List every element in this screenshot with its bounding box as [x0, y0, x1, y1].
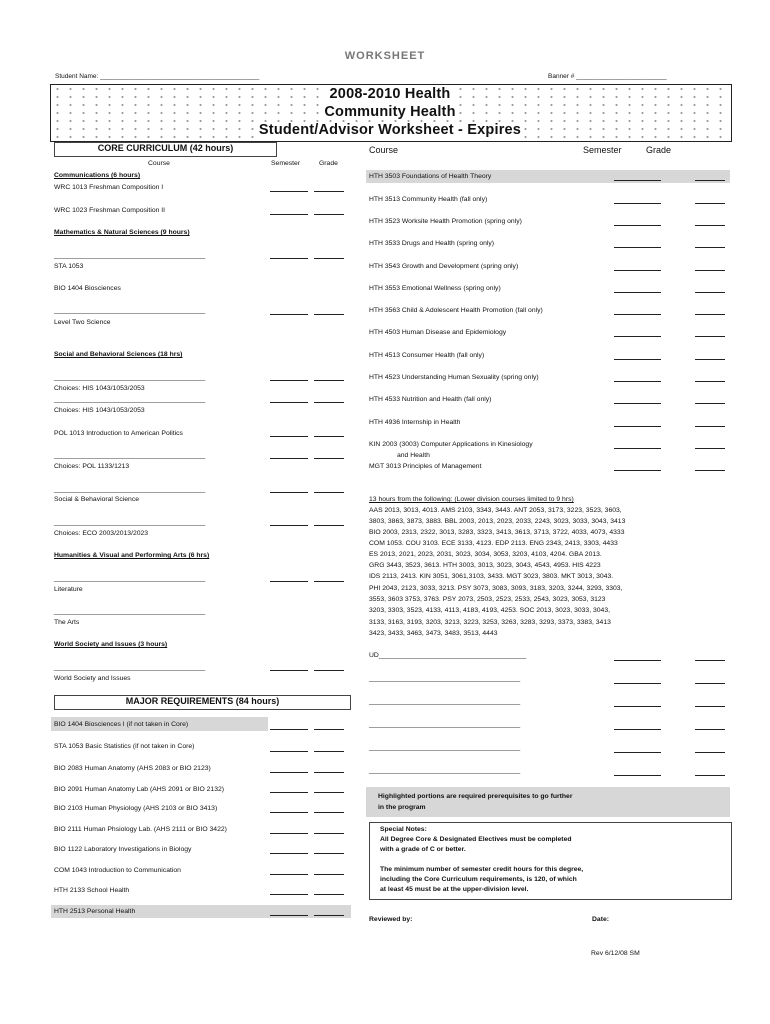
semester-blank[interactable] [270, 525, 308, 526]
highlight-note-line2: in the program [378, 804, 426, 811]
semester-blank[interactable] [270, 458, 308, 459]
date-label: Date: [592, 916, 609, 923]
electives-line: BIO 2003, 2313, 2322, 3013, 3283, 3323, 3413, 3613, 3713, 3722, 4033, 4073, 4333 [369, 529, 625, 536]
grade-blank[interactable] [314, 670, 344, 671]
hth-item: HTH 3513 Community Health (fall only) [369, 196, 488, 203]
elective-blank-line[interactable]: ________________________________________ [369, 721, 521, 728]
grade-blank[interactable] [314, 436, 344, 437]
grade-blank[interactable] [695, 660, 725, 661]
electives-line: COM 1053. COU 3103. ECE 3133, 4123. EDP 2113. ENG 2343, 2413, 3303, 4433 [369, 540, 618, 547]
special-notes-line: at least 45 must be at the upper-division level. [380, 886, 529, 893]
elective-blank-line[interactable]: ________________________________________ [369, 698, 521, 705]
semester-blank[interactable] [270, 314, 308, 315]
grade-blank[interactable] [695, 247, 725, 248]
semester-blank[interactable] [270, 772, 308, 773]
semester-blank[interactable] [270, 258, 308, 259]
course-the-arts: The Arts [54, 619, 80, 626]
semester-blank[interactable] [270, 436, 308, 437]
blank-line[interactable]: ________________________________________ [54, 396, 206, 403]
highlight-note-line1: Highlighted portions are required prerequisites to go further [378, 793, 573, 800]
blank-line[interactable]: ________________________________________ [54, 307, 206, 314]
grade-blank[interactable] [695, 381, 725, 382]
course-level-two-science: Level Two Science [54, 319, 111, 326]
course-kin2003-cont: and Health [397, 452, 430, 459]
semester-blank[interactable] [270, 853, 308, 854]
grade-blank[interactable] [695, 752, 725, 753]
electives-heading: 13 hours from the following: (Lower division courses limited to 9 hrs) [369, 496, 574, 503]
semester-blank[interactable] [614, 683, 661, 684]
major-item: COM 1043 Introduction to Communication [54, 867, 181, 874]
hth-item: HTH 3543 Growth and Development (spring only) [369, 263, 519, 270]
course-pol1013: POL 1013 Introduction to American Politics [54, 430, 183, 437]
grade-blank[interactable] [695, 470, 725, 471]
electives-line: 3203, 3303, 3523, 4133, 4113, 4183, 4193, 4253. SOC 2013, 3023, 3033, 3043, [369, 607, 610, 614]
grade-blank[interactable] [695, 729, 725, 730]
grade-blank[interactable] [314, 874, 344, 875]
grade-blank[interactable] [314, 792, 344, 793]
semester-blank[interactable] [270, 894, 308, 895]
grade-blank[interactable] [695, 336, 725, 337]
semester-blank[interactable] [614, 247, 661, 248]
grade-blank[interactable] [695, 683, 725, 684]
course-choices-his-2: Choices: HIS 1043/1053/2053 [54, 407, 145, 414]
hth-item: HTH 4533 Nutrition and Health (fall only) [369, 396, 492, 403]
section-communications: Communications (6 hours) [54, 172, 141, 179]
major-item: BIO 2111 Human Phsiology Lab. (AHS 2111 or BIO 3422) [54, 826, 227, 833]
ud-elective-line[interactable]: UD_______________________________________ [369, 652, 527, 659]
electives-line: 3133, 3163, 3193, 3203, 3213, 3223, 3253, 3263, 3283, 3293, 3373, 3383, 3413 [369, 619, 611, 626]
hth-item: HTH 3553 Emotional Wellness (spring only) [369, 285, 501, 292]
course-wrc1023: WRC 1023 Freshman Composition II [54, 207, 166, 214]
blank-line[interactable]: ________________________________________ [54, 252, 206, 259]
grade-blank[interactable] [314, 812, 344, 813]
major-item: BIO 1404 Biosciences I (if not taken in Core) [54, 721, 189, 728]
electives-line: 3803, 3863, 3873, 3883. BBL 2003, 2013, 2023, 2033, 2243, 3023, 3033, 3043, 3413 [369, 518, 626, 525]
semester-blank[interactable] [614, 359, 661, 360]
blank-line[interactable]: ________________________________________ [54, 519, 206, 526]
special-notes-line: including the Core Curriculum requirements, is 120, of which [380, 876, 577, 883]
major-item: BIO 2091 Human Anatomy Lab (AHS 2091 or BIO 2132) [54, 786, 225, 793]
grade-blank[interactable] [695, 426, 725, 427]
semester-blank[interactable] [614, 292, 661, 293]
course-bio1404: BIO 1404 Biosciences [54, 285, 121, 292]
core-col-grade: Grade [319, 160, 338, 167]
reviewed-by-label: Reviewed by: [369, 916, 413, 923]
grade-blank[interactable] [314, 581, 344, 582]
course-mgt3013: MGT 3013 Principles of Management [369, 463, 482, 470]
page-title: WORKSHEET [344, 50, 426, 62]
blank-line[interactable]: ________________________________________ [54, 575, 206, 582]
elective-blank-line[interactable]: ________________________________________ [369, 767, 521, 774]
course-choices-eco: Choices: ECO 2003/2013/2023 [54, 530, 149, 537]
grade-blank[interactable] [314, 191, 344, 192]
semester-blank[interactable] [614, 448, 661, 449]
grade-blank[interactable] [695, 448, 725, 449]
semester-blank[interactable] [270, 729, 308, 730]
major-item: STA 1053 Basic Statistics (if not taken in Core) [54, 743, 195, 750]
grade-blank[interactable] [314, 380, 344, 381]
semester-blank[interactable] [614, 270, 661, 271]
grade-blank[interactable] [314, 492, 344, 493]
grade-blank[interactable] [314, 853, 344, 854]
hth-item: HTH 4936 Internship in Health [369, 419, 461, 426]
grade-blank[interactable] [695, 706, 725, 707]
hth-item: HTH 3503 Foundations of Health Theory [369, 173, 492, 180]
major-item: BIO 2103 Human Physiology (AHS 2103 or BIO 3413) [54, 805, 218, 812]
semester-blank[interactable] [614, 381, 661, 382]
semester-blank[interactable] [270, 874, 308, 875]
electives-line: 3423, 3433, 3463, 3473, 3483, 3513, 4443 [369, 630, 498, 637]
course-choices-his-1: Choices: HIS 1043/1053/2053 [54, 385, 145, 392]
hth-item: HTH 3523 Worksite Health Promotion (spring only) [369, 218, 522, 225]
hth-item: HTH 4503 Human Disease and Epidemiology [369, 329, 507, 336]
semester-blank[interactable] [614, 660, 661, 661]
section-humanities: Humanities & Visual and Performing Arts (6 hrs) [54, 552, 210, 559]
course-world-society: World Society and Issues [54, 675, 131, 682]
course-literature: Literature [54, 586, 83, 593]
semester-blank[interactable] [270, 492, 308, 493]
semester-blank[interactable] [270, 191, 308, 192]
semester-blank[interactable] [614, 203, 661, 204]
electives-line: 3553, 3603 3753, 3763. PSY 2073, 2503, 2523, 2533, 2543, 3023, 3053, 3123 [369, 596, 606, 603]
semester-blank[interactable] [614, 470, 661, 471]
blank-line[interactable]: ________________________________________ [54, 374, 206, 381]
semester-blank[interactable] [614, 426, 661, 427]
hth-item: HTH 4523 Understanding Human Sexuality (spring only) [369, 374, 539, 381]
major-item: HTH 2133 School Health [54, 887, 130, 894]
semester-blank[interactable] [614, 225, 661, 226]
section-world-society: World Society and Issues (3 hours) [54, 641, 168, 648]
right-col-grade: Grade [646, 145, 672, 155]
elective-blank-line[interactable]: ________________________________________ [369, 675, 521, 682]
grade-blank[interactable] [695, 225, 725, 226]
core-col-course: Course [148, 160, 170, 167]
grade-blank[interactable] [314, 258, 344, 259]
course-sta1053: STA 1053 [54, 263, 84, 270]
section-social-behavioral: Social and Behavioral Sciences (18 hrs) [54, 351, 183, 358]
hth-item: HTH 3563 Child & Adolescent Health Promotion (fall only) [369, 307, 543, 314]
electives-line: PHI 2043, 2123, 3033, 3213. PSY 3073, 3083, 3093, 3183, 3203, 3244, 3293, 3303, [369, 585, 623, 592]
grade-blank[interactable] [695, 292, 725, 293]
special-notes-line: with a grade of C or better. [380, 846, 466, 853]
grade-blank[interactable] [695, 314, 725, 315]
banner-number-field[interactable]: Banner # _________________________ [548, 73, 667, 80]
section-math-science: Mathematics & Natural Sciences (9 hours) [54, 229, 190, 236]
semester-blank[interactable] [614, 775, 661, 776]
blank-line[interactable]: ________________________________________ [54, 608, 206, 615]
grade-blank[interactable] [314, 214, 344, 215]
electives-line: ES 2013, 2021, 2023, 2031, 3023, 3034, 3053, 3203, 4103, 4204. GBA 2013. [369, 551, 602, 558]
grade-blank[interactable] [314, 402, 344, 403]
special-notes-line: All Degree Core & Designated Electives must be completed [380, 836, 572, 843]
grade-blank[interactable] [695, 403, 725, 404]
grade-blank[interactable] [695, 270, 725, 271]
banner-title-line1: 2008-2010 Health [329, 86, 451, 102]
semester-blank[interactable] [614, 180, 661, 181]
semester-blank[interactable] [614, 706, 661, 707]
hth-item: HTH 4513 Consumer Health (fall only) [369, 352, 485, 359]
grade-blank[interactable] [314, 894, 344, 895]
banner-title-line3: Student/Advisor Worksheet - Expires [258, 122, 522, 138]
grade-blank[interactable] [695, 203, 725, 204]
semester-blank[interactable] [614, 336, 661, 337]
grade-blank[interactable] [314, 458, 344, 459]
grade-blank[interactable] [314, 833, 344, 834]
semester-blank[interactable] [270, 670, 308, 671]
semester-blank[interactable] [270, 812, 308, 813]
semester-blank[interactable] [614, 403, 661, 404]
special-notes-line: The minimum number of semester credit hours for this degree, [380, 866, 584, 873]
semester-blank[interactable] [614, 729, 661, 730]
grade-blank[interactable] [314, 915, 344, 916]
semester-blank[interactable] [614, 314, 661, 315]
semester-blank[interactable] [270, 792, 308, 793]
major-item: HTH 2513 Personal Health [54, 908, 136, 915]
grade-blank[interactable] [695, 180, 725, 181]
student-name-field[interactable]: Student Name: ____________________________________________ [55, 73, 260, 80]
core-heading: CORE CURRICULUM (42 hours) [97, 143, 234, 153]
semester-blank[interactable] [270, 751, 308, 752]
banner-title-line2: Community Health [324, 104, 456, 120]
semester-blank[interactable] [270, 380, 308, 381]
course-wrc1013: WRC 1013 Freshman Composition I [54, 184, 164, 191]
revision-note: Rev 6/12/08 SM [591, 950, 640, 957]
grade-blank[interactable] [314, 751, 344, 752]
semester-blank[interactable] [270, 833, 308, 834]
blank-line[interactable]: ________________________________________ [54, 486, 206, 493]
major-item: BIO 2083 Human Anatomy (AHS 2083 or BIO 2123) [54, 765, 211, 772]
semester-blank[interactable] [270, 402, 308, 403]
grade-blank[interactable] [314, 314, 344, 315]
grade-blank[interactable] [314, 729, 344, 730]
electives-line: AAS 2013, 3013, 4013. AMS 2103, 3343, 3443. ANT 2053, 3173, 3223, 3523, 3603, [369, 507, 622, 514]
course-choices-pol: Choices: POL 1133/1213 [54, 463, 130, 470]
semester-blank[interactable] [270, 581, 308, 582]
right-col-course: Course [369, 145, 399, 155]
electives-line: IDS 2113, 2413. KIN 3051, 3061,3103, 3433. MGT 3023, 3803. MKT 3013, 3043. [369, 573, 614, 580]
course-social-behavioral-science: Social & Behavioral Science [54, 496, 140, 503]
hth-item: HTH 3533 Drugs and Health (spring only) [369, 240, 495, 247]
blank-line[interactable]: ________________________________________ [54, 664, 206, 671]
major-heading: MAJOR REQUIREMENTS (84 hours) [125, 696, 280, 706]
elective-blank-line[interactable]: ________________________________________ [369, 744, 521, 751]
special-notes-title: Special Notes: [380, 826, 427, 833]
grade-blank[interactable] [695, 775, 725, 776]
semester-blank[interactable] [270, 915, 308, 916]
right-col-semester: Semester [583, 145, 622, 155]
blank-line[interactable]: ________________________________________ [54, 452, 206, 459]
semester-blank[interactable] [614, 752, 661, 753]
core-col-semester: Semester [271, 160, 301, 167]
grade-blank[interactable] [314, 772, 344, 773]
semester-blank[interactable] [270, 214, 308, 215]
major-item: BIO 1122 Laboratory Investigations in Biology [54, 846, 192, 853]
course-kin2003: KIN 2003 (3003) Computer Applications in Kinesiology [369, 441, 533, 448]
electives-line: GRG 3443, 3523, 3613. HTH 3003, 3013, 3023, 3043, 4543, 4953. HIS 4223 [369, 562, 601, 569]
grade-blank[interactable] [314, 525, 344, 526]
grade-blank[interactable] [695, 359, 725, 360]
